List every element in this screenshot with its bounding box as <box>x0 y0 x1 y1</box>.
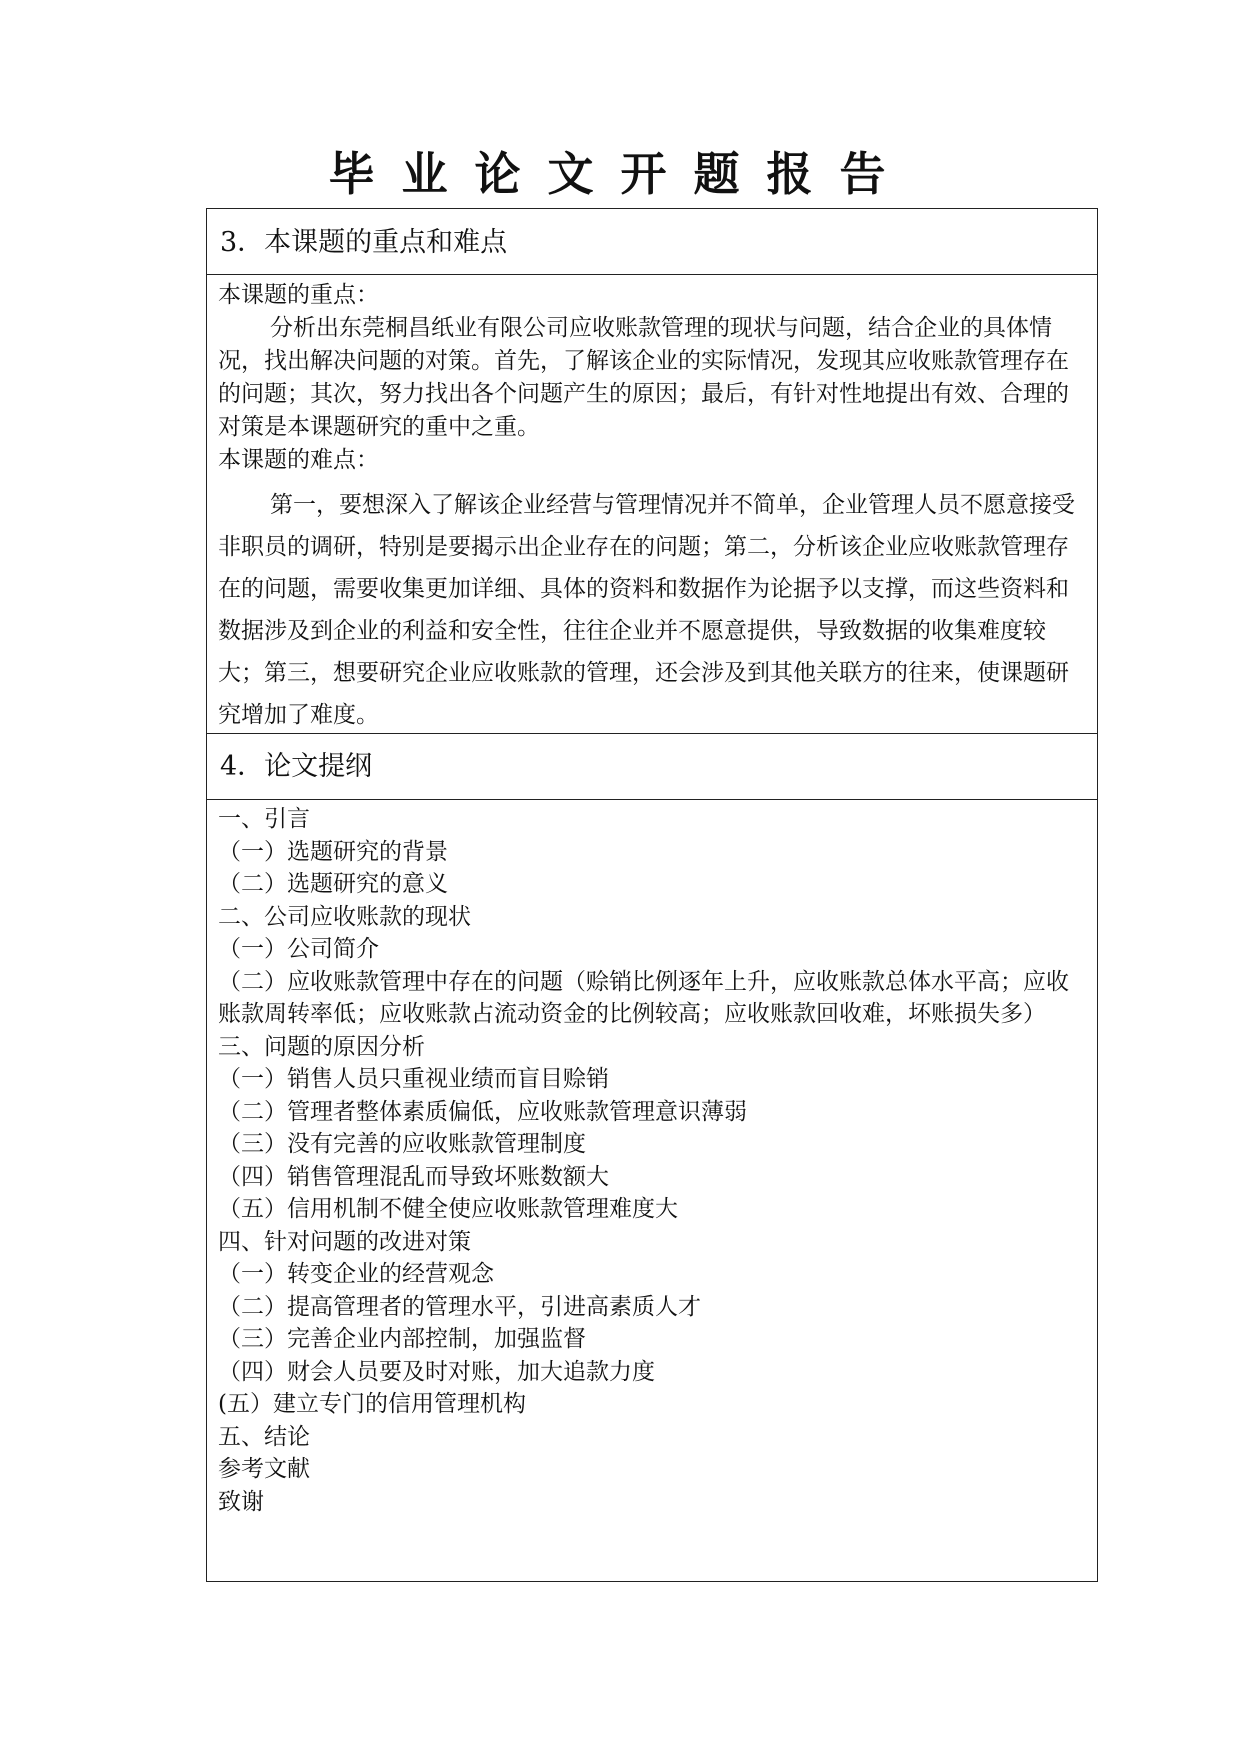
outline-item: （一）选题研究的背景 <box>218 838 448 865</box>
outline-item: （二）管理者整体素质偏低，应收账款管理意识薄弱 <box>218 1098 747 1125</box>
section-4-heading: 4．论文提纲 <box>220 751 373 782</box>
difficulties-label: 本课题的难点： <box>218 447 379 473</box>
outline-item: （三）完善企业内部控制，加强监督 <box>218 1326 586 1352</box>
outline-item: （一）销售人员只重视业绩而盲目赊销 <box>218 1066 609 1092</box>
outline-item: （一）转变企业的经营观念 <box>218 1261 494 1287</box>
outline-item: （二）提高管理者的管理水平，引进高素质人才 <box>218 1293 701 1320</box>
difficulties-text: 第一，要想深入了解该企业经营与管理情况并不简单，企业管理人员不愿意接受非职员的调研，特别是要揭示出企业存在的问题；第二，分析该企业应收账款管理存在的问题，需要收集更加详细、具体的资料和数据作为论据予以支撑，而这些资料和数据涉及到企业的利益和安全性，往往企业并不愿意提供，导致数据的收集难度较大；第三，想要研究企业应收账款的管理，还会涉及到其他关联方的往来，使课题研究增加了难度。 <box>218 492 1075 728</box>
outline-item: （一）公司简介 <box>218 936 379 962</box>
report-table <box>206 208 1098 1582</box>
section-3-bottom-divider <box>207 733 1097 734</box>
section-4-divider <box>207 799 1097 800</box>
outline-item: 致谢 <box>218 1488 264 1515</box>
outline-item: (五）建立专门的信用管理机构 <box>218 1391 526 1417</box>
outline-item: 参考文献 <box>218 1456 310 1482</box>
page-title: 毕业论文开题报告 <box>328 147 913 201</box>
outline-item: （五）信用机制不健全使应收账款管理难度大 <box>218 1196 678 1222</box>
thesis-outline <box>218 803 1088 1518</box>
section-3-heading: 3．本课题的重点和难点 <box>220 227 508 258</box>
section-3-body <box>218 279 1088 736</box>
outline-item: （二）选题研究的意义 <box>218 871 448 897</box>
section-3-divider <box>207 274 1097 275</box>
outline-item: 四、针对问题的改进对策 <box>218 1228 471 1255</box>
outline-item: （四）销售管理混乱而导致坏账数额大 <box>218 1163 609 1190</box>
outline-item: （三）没有完善的应收账款管理制度 <box>218 1131 586 1157</box>
key-points-text: 分析出东莞桐昌纸业有限公司应收账款管理的现状与问题，结合企业的具体情况，找出解决问题的对策。首先，了解该企业的实际情况，发现其应收账款管理存在的问题；其次，努力找出各个问题产生的原因；最后，有针对性地提出有效、合理的对策是本课题研究的重中之重。 <box>218 315 1069 440</box>
outline-item: 五、结论 <box>218 1423 310 1450</box>
outline-item: 二、公司应收账款的现状 <box>218 903 471 930</box>
outline-item: （二）应收账款管理中存在的问题（赊销比例逐年上升，应收账款总体水平高；应收账款周转率低；应收账款占流动资金的比例较高；应收账款回收难，坏账损失多） <box>218 968 1069 1027</box>
outline-item: 一、引言 <box>218 806 310 832</box>
outline-item: 三、问题的原因分析 <box>218 1033 425 1060</box>
outline-item: （四）财会人员要及时对账，加大追款力度 <box>218 1358 655 1385</box>
key-points-label: 本课题的重点： <box>218 282 379 308</box>
